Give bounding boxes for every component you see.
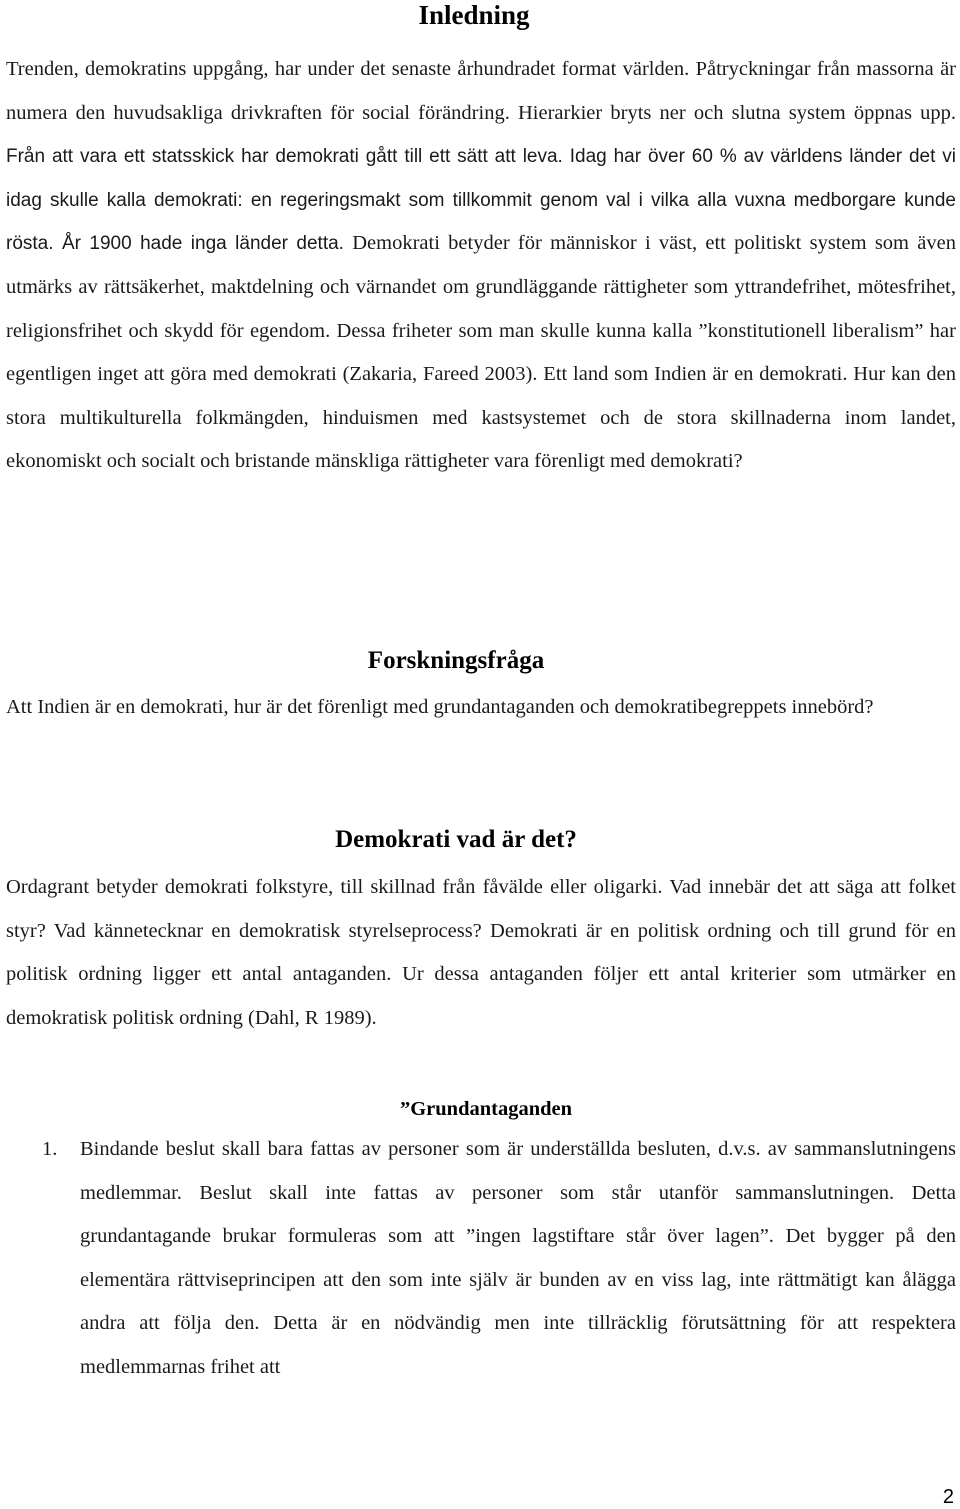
heading-forskningsfraga: Forskningsfråga	[367, 647, 545, 674]
list-item-number: 1.	[42, 1138, 58, 1160]
heading-demokrati: Demokrati vad är det?	[335, 826, 577, 853]
list-item-text: Bindande beslut skall bara fattas av personer som är underställda besluten, d.v.s. av sammanslutningens medlemmar. Beslut skall inte fattas av personer som står utanför sammanslutningen. Detta grundantagande brukar formuleras som att ”ingen lagstiftare står över lagen”. Det bygger på den elementära rättviseprincipen att den som inte själv är bunden av en viss lag, inte rättmätigt kan ålägga andra att följa den. Detta är en nödvändig men inte tillräcklig förutsättning för att respektera medlemmarnas frihet att	[80, 1138, 956, 1378]
heading-inledning: Inledning	[418, 0, 530, 30]
page-number: 2	[942, 1486, 954, 1508]
intro-text-part-3: Demokrati betyder för människor i väst, ett politiskt system som även utmärks av rättsäkerhet, maktdelning och värnandet om grundläggande rättigheter som yttrandefrihet, mötesfrihet, religionsfrihet och skydd för egendom. Dessa friheter som man skulle kunna kalla ”konstitutionell liberalism” har egentligen inget att göra med demokrati (Zakaria, Fareed 2003). Ett land som Indien är en demokrati. Hur kan den stora multikulturella folkmängden, hinduismen med kastsystemet och de stora skillnaderna inom landet, ekonomiskt och socialt och bristande mänskliga rättigheter vara förenligt med demokrati?	[6, 232, 956, 473]
list-item	[6, 1128, 956, 1390]
assumptions-list	[6, 1128, 956, 1390]
heading-grundantaganden: ”Grundantaganden	[399, 1098, 573, 1120]
research-question-paragraph: Att Indien är en demokrati, hur är det förenligt med grundantaganden och demokratibegreppets innebörd?	[6, 696, 874, 718]
democracy-paragraph: Ordagrant betyder demokrati folkstyre, till skillnad från fåvälde eller oligarki. Vad innebär det att säga att folket styr? Vad kännetecknar en demokratisk styrelseprocess? Demokrati är en politisk ordning och till grund för en politisk ordning ligger ett antal antaganden. Ur dessa antaganden följer ett antal kriterier som utmärker en demokratisk politisk ordning (Dahl, R 1989).	[6, 876, 956, 1029]
intro-text-part-1: Trenden, demokratins uppgång, har under det senaste århundradet format världen. Påtryckningar från massorna är numera den huvudsakliga drivkraften för social förändring. Hierarkier bryts ner och slutna system öppnas upp.	[6, 58, 956, 124]
intro-text-part-2: Från att vara ett statsskick har demokrati gått till ett sätt att leva. Idag har över 60 % av världens länder det vi idag skulle kalla demokrati: en regeringsmakt som tillkommit genom val i vilka alla vuxna medborgare kunde rösta. År 1900 hade inga länder detta.	[6, 146, 956, 255]
intro-paragraph	[6, 48, 956, 484]
